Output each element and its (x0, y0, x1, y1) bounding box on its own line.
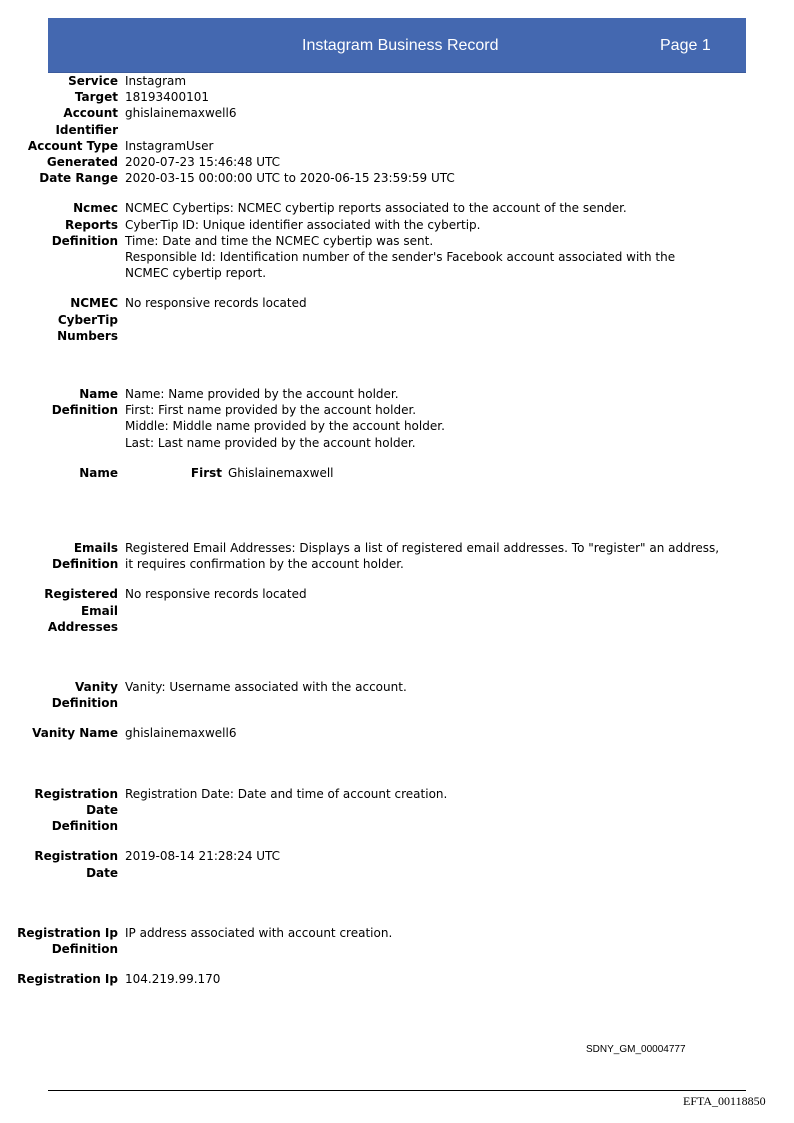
registration-date-label: Registration Date (34, 849, 118, 880)
vanity-name-label: Vanity Name (32, 726, 118, 741)
vanity-name-row (0, 725, 794, 741)
registration-ip-row (0, 971, 794, 987)
name-def-line: Name: Name provided by the account holder. (125, 387, 399, 402)
emails-definition-label: Emails Definition (52, 541, 119, 572)
ncmec-def-line: CyberTip ID: Unique identifier associated with the cybertip. (125, 217, 481, 232)
account-id-label: Account Identifier (55, 106, 118, 137)
ncmec-numbers-value: No responsive records located (125, 296, 307, 311)
generated-row (0, 154, 794, 170)
service-row (0, 73, 794, 89)
ncmec-definition-value (118, 200, 725, 281)
service-label: Service (68, 74, 118, 88)
vanity-definition-value: Vanity: Username associated with the account. (125, 680, 407, 695)
date-range-row (0, 170, 794, 186)
registration-ip-definition-label: Registration Ip Definition (17, 925, 118, 956)
registration-date-definition-value: Registration Date: Date and time of account creation. (125, 786, 448, 801)
name-definition-label: Name Definition (51, 387, 118, 418)
name-first-row (118, 465, 718, 481)
first-name-label: First (190, 465, 222, 480)
registered-emails-row (0, 586, 794, 635)
registration-ip-label: Registration Ip (17, 972, 118, 987)
efta-number: EFTA_00118850 (683, 1094, 766, 1108)
target-row (0, 89, 794, 105)
emails-definition-value: Registered Email Addresses: Displays a list of registered email addresses. To "register" an address, it requires confirmation by the account holder. (125, 541, 720, 572)
name-definition-row (0, 386, 794, 451)
bates-number: SDNY_GM_00004777 (586, 1044, 686, 1055)
registered-emails-value: No responsive records located (125, 587, 307, 602)
record-header (48, 18, 746, 73)
ncmec-definition-row (0, 200, 794, 281)
account-type-row (0, 138, 794, 154)
registration-ip-value: 104.219.99.170 (125, 972, 221, 987)
name-row (0, 465, 794, 481)
registration-date-row (0, 848, 794, 880)
registration-date-definition-label: Registration Date Definition (34, 786, 118, 834)
target-value: 18193400101 (125, 90, 209, 105)
name-def-line: Middle: Middle name provided by the account holder. (125, 419, 445, 434)
ncmec-def-line: NCMEC Cybertips: NCMEC cybertip reports associated to the account of the sender. (125, 201, 627, 216)
footer-divider (48, 1090, 746, 1091)
account-type-value: InstagramUser (125, 138, 214, 153)
registered-emails-label: Registered Email Addresses (44, 587, 118, 634)
registration-date-definition-row (0, 786, 794, 835)
emails-definition-row (0, 540, 794, 572)
first-name-value: Ghislainemaxwell (228, 465, 334, 480)
generated-value: 2020-07-23 15:46:48 UTC (125, 155, 281, 170)
ncmec-numbers-label: NCMEC CyberTip Numbers (57, 296, 118, 343)
name-value (118, 465, 718, 481)
ncmec-def-line: Time: Date and time the NCMEC cybertip was sent. (125, 233, 434, 248)
registration-ip-definition-value: IP address associated with account creation. (125, 925, 393, 940)
target-label: Target (74, 90, 118, 105)
record-content (0, 73, 794, 987)
account-id-row (0, 105, 794, 137)
vanity-definition-label: Vanity Definition (51, 680, 118, 711)
ncmec-numbers-row (0, 295, 794, 344)
account-type-label: Account Type (27, 138, 118, 153)
service-value: Instagram (125, 74, 187, 88)
registration-ip-definition-row (0, 925, 794, 957)
account-id-value: ghislainemaxwell6 (125, 106, 237, 121)
date-range-value: 2020-03-15 00:00:00 UTC to 2020-06-15 23:59:59 UTC (125, 171, 455, 186)
vanity-name-value: ghislainemaxwell6 (125, 726, 237, 741)
name-def-line: Last: Last name provided by the account holder. (125, 435, 416, 450)
date-range-label: Date Range (39, 171, 118, 186)
ncmec-def-line: Responsible Id: Identification number of the sender's Facebook account associated with the NCMEC cybertip report. (125, 250, 676, 281)
vanity-definition-row (0, 679, 794, 711)
record-title: Instagram Business Record (302, 37, 499, 54)
generated-label: Generated (46, 155, 118, 170)
registration-date-value: 2019-08-14 21:28:24 UTC (125, 849, 281, 864)
name-definition-value (118, 386, 725, 451)
name-label: Name (79, 465, 118, 480)
ncmec-definition-label: Ncmec Reports Definition (51, 201, 118, 248)
name-def-line: First: First name provided by the account holder. (125, 403, 417, 418)
page-number: Page 1 (660, 37, 711, 54)
